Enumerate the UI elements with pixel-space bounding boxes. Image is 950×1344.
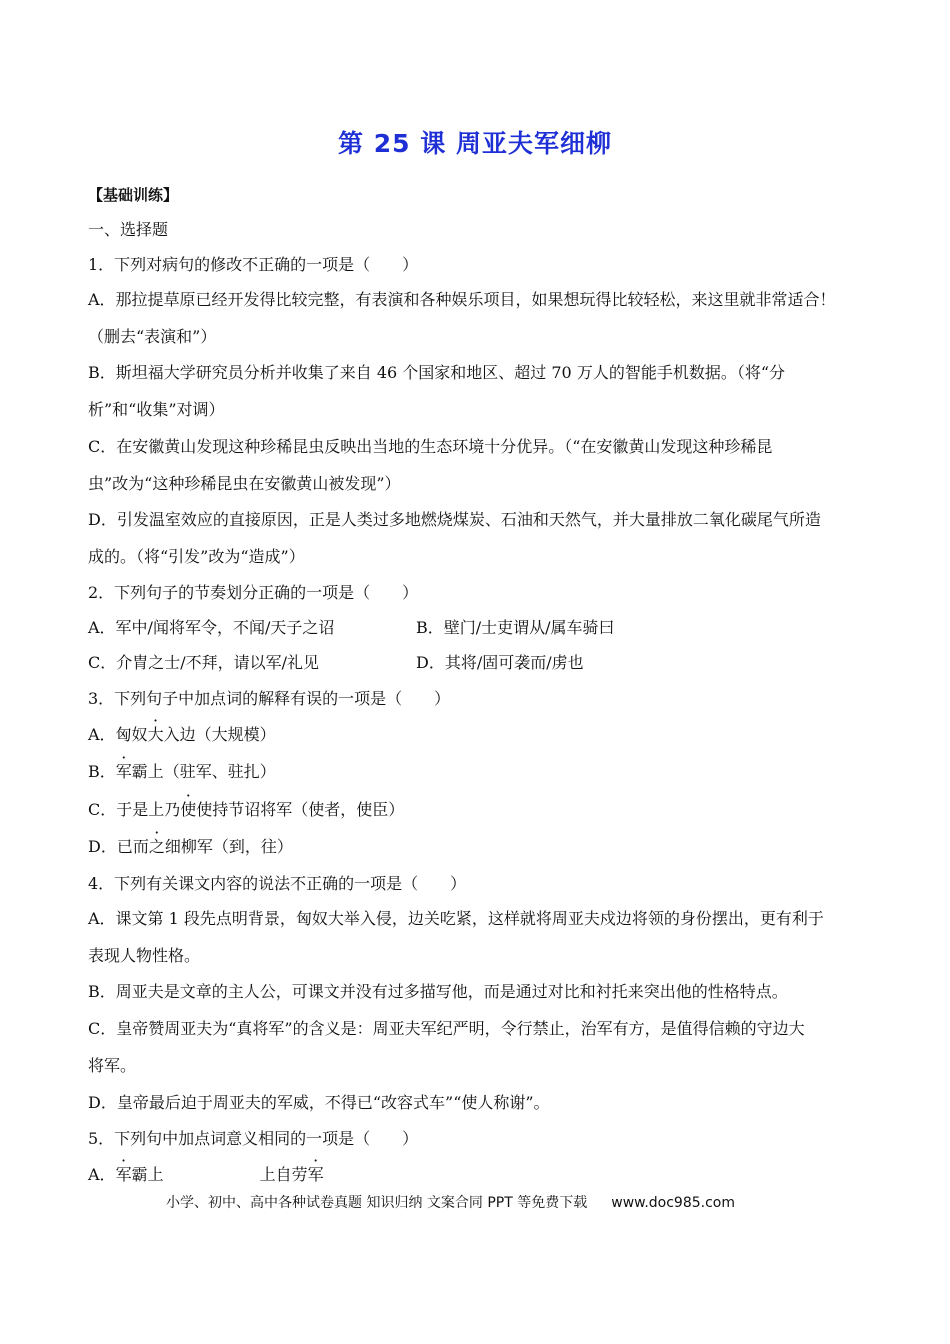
q3-d-suffix: 细柳军（到，往） xyxy=(164,837,293,856)
dotted-word: 军 xyxy=(115,762,132,781)
q5-stem: 5．下列句中加点词意义相同的一项是（ ） xyxy=(88,1129,419,1148)
q3-d-prefix: D．已而 xyxy=(88,837,149,856)
q5-option-a xyxy=(88,1164,324,1186)
q5-a-middle: 霸上 xyxy=(131,1165,164,1184)
dotted-word: 大 xyxy=(147,725,164,744)
q1-option-d-line1: D．引发温室效应的直接原因，正是人类过多地燃烧煤炭、石油和天然气，并大量排放二氧化碳尾气所造 xyxy=(88,510,821,529)
q1-option-b-line1: B．斯坦福大学研究员分析并收集了来自 46 个国家和地区、超过 70 万人的智能手机数据。（将“分 xyxy=(88,363,786,382)
q3-c-prefix: C．于是上乃 xyxy=(88,800,181,819)
q4-option-a-line1: A．课文第 1 段先点明背景，匈奴大举入侵，边关吃紧，这样就将周亚夫戍边将领的身份摆出，更有利于 xyxy=(88,909,824,928)
q1-option-d-line2: 成的。（将“引发”改为“造成”） xyxy=(88,547,305,566)
q5-a-second-prefix: 上自劳 xyxy=(259,1165,308,1184)
dotted-word: 军 xyxy=(115,1165,132,1184)
footer-url: www.doc985.com xyxy=(611,1195,735,1211)
q3-option-c xyxy=(88,799,404,821)
section-heading: 【基础训练】 xyxy=(88,186,179,204)
q1-stem: 1．下列对病句的修改不正确的一项是（ ） xyxy=(88,255,419,274)
q4-option-a-line2: 表现人物性格。 xyxy=(88,946,201,965)
page-footer xyxy=(166,1192,735,1212)
q1-option-a-line2: （删去“表演和”） xyxy=(88,327,217,346)
q3-a-prefix: A．匈奴 xyxy=(88,725,148,744)
q1-option-b-line2: 析”和“收集”对调） xyxy=(88,400,225,419)
dotted-word: 军 xyxy=(307,1165,324,1184)
q1-option-c-line1: C．在安徽黄山发现这种珍稀昆虫反映出当地的生态环境十分优异。（“在安徽黄山发现这种珍稀昆 xyxy=(88,437,773,456)
q4-stem: 4．下列有关课文内容的说法不正确的一项是（ ） xyxy=(88,874,467,893)
dotted-word: 使 xyxy=(180,800,197,819)
q3-option-b xyxy=(88,761,276,783)
q3-stem: 3．下列句子中加点词的解释有误的一项是（ ） xyxy=(88,689,451,708)
q3-a-suffix: 入边（大规模） xyxy=(163,725,276,744)
q2-stem: 2．下列句子的节奏划分正确的一项是（ ） xyxy=(88,583,419,602)
q1-option-a-line1: A．那拉提草原已经开发得比较完整，有表演和各种娱乐项目，如果想玩得比较轻松，来这里就非常适合！ xyxy=(88,290,836,309)
page-title: 第 25 课 周亚夫军细柳 xyxy=(338,129,612,158)
q4-option-c-line1: C．皇帝赞周亚夫为“真将军”的含义是：周亚夫军纪严明，令行禁止，治军有方，是值得信赖的守边大 xyxy=(88,1019,805,1038)
q3-option-a xyxy=(88,724,276,746)
q4-option-c-line2: 将军。 xyxy=(88,1056,137,1075)
q2-option-d: D．其将/固可袭而/虏也 xyxy=(416,653,584,672)
q2-option-c: C．介胄之士/不拜，请以军/礼见 xyxy=(88,653,320,672)
q4-option-b: B．周亚夫是文章的主人公，可课文并没有过多描写他，而是通过对比和衬托来突出他的性格特点。 xyxy=(88,982,788,1001)
part-heading: 一、选择题 xyxy=(88,220,169,239)
dotted-word: 之 xyxy=(148,837,165,856)
q3-option-d xyxy=(88,836,293,858)
q1-option-c-line2: 虫”改为“这种珍稀昆虫在安徽黄山被发现”） xyxy=(88,474,401,493)
q4-option-d: D．皇帝最后迫于周亚夫的军威，不得已“改容式车”“使人称谢”。 xyxy=(88,1093,550,1112)
q3-b-suffix: 霸上（驻军、驻扎） xyxy=(131,762,276,781)
q2-option-b: B．壁门/士吏谓从/属车骑曰 xyxy=(416,618,615,637)
q2-option-a: A．军中/闻将军令，不闻/天子之诏 xyxy=(88,618,335,637)
footer-text: 小学、初中、高中各种试卷真题 知识归纳 文案合同 PPT 等免费下载 xyxy=(166,1195,588,1211)
q3-c-suffix: 使持节诏将军（使者，使臣） xyxy=(196,800,405,819)
q5-a-prefix: A． xyxy=(88,1165,116,1184)
q3-b-prefix: B． xyxy=(88,762,116,781)
